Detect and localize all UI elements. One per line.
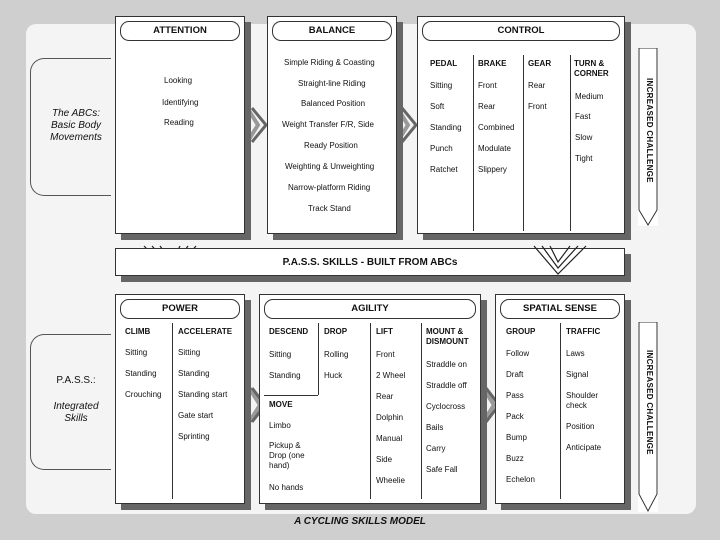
agility-item: Side	[376, 455, 393, 464]
spatial-title: SPATIAL SENSE	[500, 299, 620, 319]
control-item: Ratchet	[430, 165, 458, 174]
balance-item: Weight Transfer F/R, Side	[282, 120, 374, 129]
balance-title: BALANCE	[272, 21, 392, 41]
spatial-panel	[495, 294, 625, 504]
agility-item: Limbo	[269, 421, 291, 430]
balance-item: Straight-line Riding	[298, 79, 366, 88]
spatial-item: Pass	[506, 391, 524, 400]
agility-item: Front	[376, 350, 395, 359]
power-item: Sprinting	[178, 432, 210, 441]
power-panel	[115, 294, 245, 504]
power-item: Gate start	[178, 411, 214, 420]
control-item: Rear	[528, 81, 546, 90]
control-item: Standing	[430, 123, 462, 132]
agility-item: Straddle on	[426, 360, 467, 369]
agility-item: No hands	[269, 483, 304, 492]
column-divider	[370, 323, 371, 499]
power-item: Sitting	[125, 348, 148, 357]
spatial-item: Follow	[506, 349, 530, 358]
spatial-item: Signal	[566, 370, 589, 379]
banner-arrow-right	[532, 244, 588, 280]
power-item: Standing start	[178, 390, 228, 399]
attention-item: Looking	[164, 76, 193, 85]
challenge-text-bottom: INCREASED CHALLENGE	[645, 350, 654, 455]
column-divider	[318, 323, 319, 395]
balance-item: Ready Position	[304, 141, 358, 150]
power-title: POWER	[120, 299, 240, 319]
abcs-label	[38, 108, 114, 144]
abcs-label-line: The ABCs:	[52, 108, 100, 119]
control-item: Modulate	[478, 144, 511, 153]
balance-item: Track Stand	[308, 204, 351, 213]
agility-item: 2 Wheel	[376, 371, 406, 380]
agility-item: Sitting	[269, 350, 292, 359]
control-item: Soft	[430, 102, 445, 111]
move-divider	[264, 395, 318, 396]
agility-head-drop: DROP	[324, 327, 348, 336]
control-item: Tight	[575, 154, 593, 163]
pass-label	[38, 375, 114, 425]
control-head-gear: GEAR	[528, 59, 552, 68]
control-item: Sitting	[430, 81, 453, 90]
agility-title: AGILITY	[264, 299, 476, 319]
balance-panel	[267, 16, 397, 234]
agility-item: Rolling	[324, 350, 349, 359]
agility-item: Bails	[426, 423, 444, 432]
attention-title: ATTENTION	[120, 21, 240, 41]
control-item: Front	[528, 102, 547, 111]
control-item: Slippery	[478, 165, 507, 174]
control-item: Rear	[478, 102, 496, 111]
abcs-label-line: Basic Body	[50, 120, 102, 131]
pass-label-line: Integrated	[53, 401, 99, 412]
control-title: CONTROL	[422, 21, 620, 41]
balance-item: Narrow-platform Riding	[288, 183, 371, 192]
agility-item: Standing	[269, 371, 301, 380]
control-item: Medium	[575, 92, 604, 101]
column-divider	[421, 323, 422, 499]
agility-head-descend: DESCEND	[269, 327, 309, 336]
control-item: Fast	[575, 112, 591, 121]
pass-label-line: Skills	[64, 413, 88, 424]
spatial-item: Bump	[506, 433, 527, 442]
spatial-item: Anticipate	[566, 443, 602, 452]
control-item: Punch	[430, 144, 453, 153]
spatial-item: Draft	[506, 370, 524, 379]
spatial-item: Pack	[506, 412, 524, 421]
control-item: Combined	[478, 123, 515, 132]
control-head-pedal: PEDAL	[430, 59, 458, 68]
agility-item: Huck	[324, 371, 343, 380]
column-divider	[473, 55, 474, 231]
agility-item: Straddle off	[426, 381, 467, 390]
agility-item: Cyclocross	[426, 402, 466, 411]
agility-item: Dolphin	[376, 413, 404, 422]
spatial-head-group: GROUP	[506, 327, 536, 336]
spatial-item: Position	[566, 422, 595, 431]
column-divider	[523, 55, 524, 231]
agility-item: Manual	[376, 434, 403, 443]
spatial-item: Echelon	[506, 475, 535, 484]
control-panel	[417, 16, 625, 234]
column-divider	[172, 323, 173, 499]
spatial-item: Shoulder check	[566, 391, 599, 410]
agility-item: Rear	[376, 392, 394, 401]
agility-item: Safe Fall	[426, 465, 458, 474]
power-head-climb: CLIMB	[125, 327, 151, 336]
challenge-arrow-bottom	[638, 322, 658, 512]
balance-item: Simple Riding & Coasting	[284, 58, 375, 67]
attention-item: Identifying	[162, 98, 199, 107]
attention-item: Reading	[164, 118, 194, 127]
power-item: Standing	[178, 369, 210, 378]
control-item: Slow	[575, 133, 593, 142]
pass-label-title: P.A.S.S.:	[56, 375, 96, 386]
attention-panel	[115, 16, 245, 234]
agility-item: Carry	[426, 444, 446, 453]
spatial-item: Laws	[566, 349, 585, 358]
agility-panel	[259, 294, 481, 504]
agility-item: Wheelie	[376, 476, 405, 485]
spatial-head-traffic: TRAFFIC	[566, 327, 601, 336]
diagram-caption: A CYCLING SKILLS MODEL	[294, 516, 426, 527]
power-item: Crouching	[125, 390, 162, 399]
challenge-text-top: INCREASED CHALLENGE	[645, 78, 654, 183]
power-item: Sitting	[178, 348, 201, 357]
balance-item: Weighting & Unweighting	[285, 162, 375, 171]
balance-item: Balanced Position	[301, 99, 366, 108]
agility-head-mount: MOUNT & DISMOUNT	[426, 327, 469, 346]
spatial-item: Buzz	[506, 454, 524, 463]
agility-item: Pickup & Drop (one hand)	[269, 441, 305, 470]
control-item: Front	[478, 81, 497, 90]
agility-head-move: MOVE	[269, 400, 293, 409]
challenge-arrow-top	[638, 48, 658, 226]
control-head-turn: TURN & CORNER	[574, 59, 609, 78]
agility-head-lift: LIFT	[376, 327, 393, 336]
column-divider	[560, 323, 561, 499]
column-divider	[570, 55, 571, 231]
power-head-accelerate: ACCELERATE	[178, 327, 233, 336]
banner-text: P.A.S.S. SKILLS - BUILT FROM ABCs	[282, 257, 458, 268]
control-head-brake: BRAKE	[478, 59, 507, 68]
abcs-label-line: Movements	[50, 132, 102, 143]
power-item: Standing	[125, 369, 157, 378]
